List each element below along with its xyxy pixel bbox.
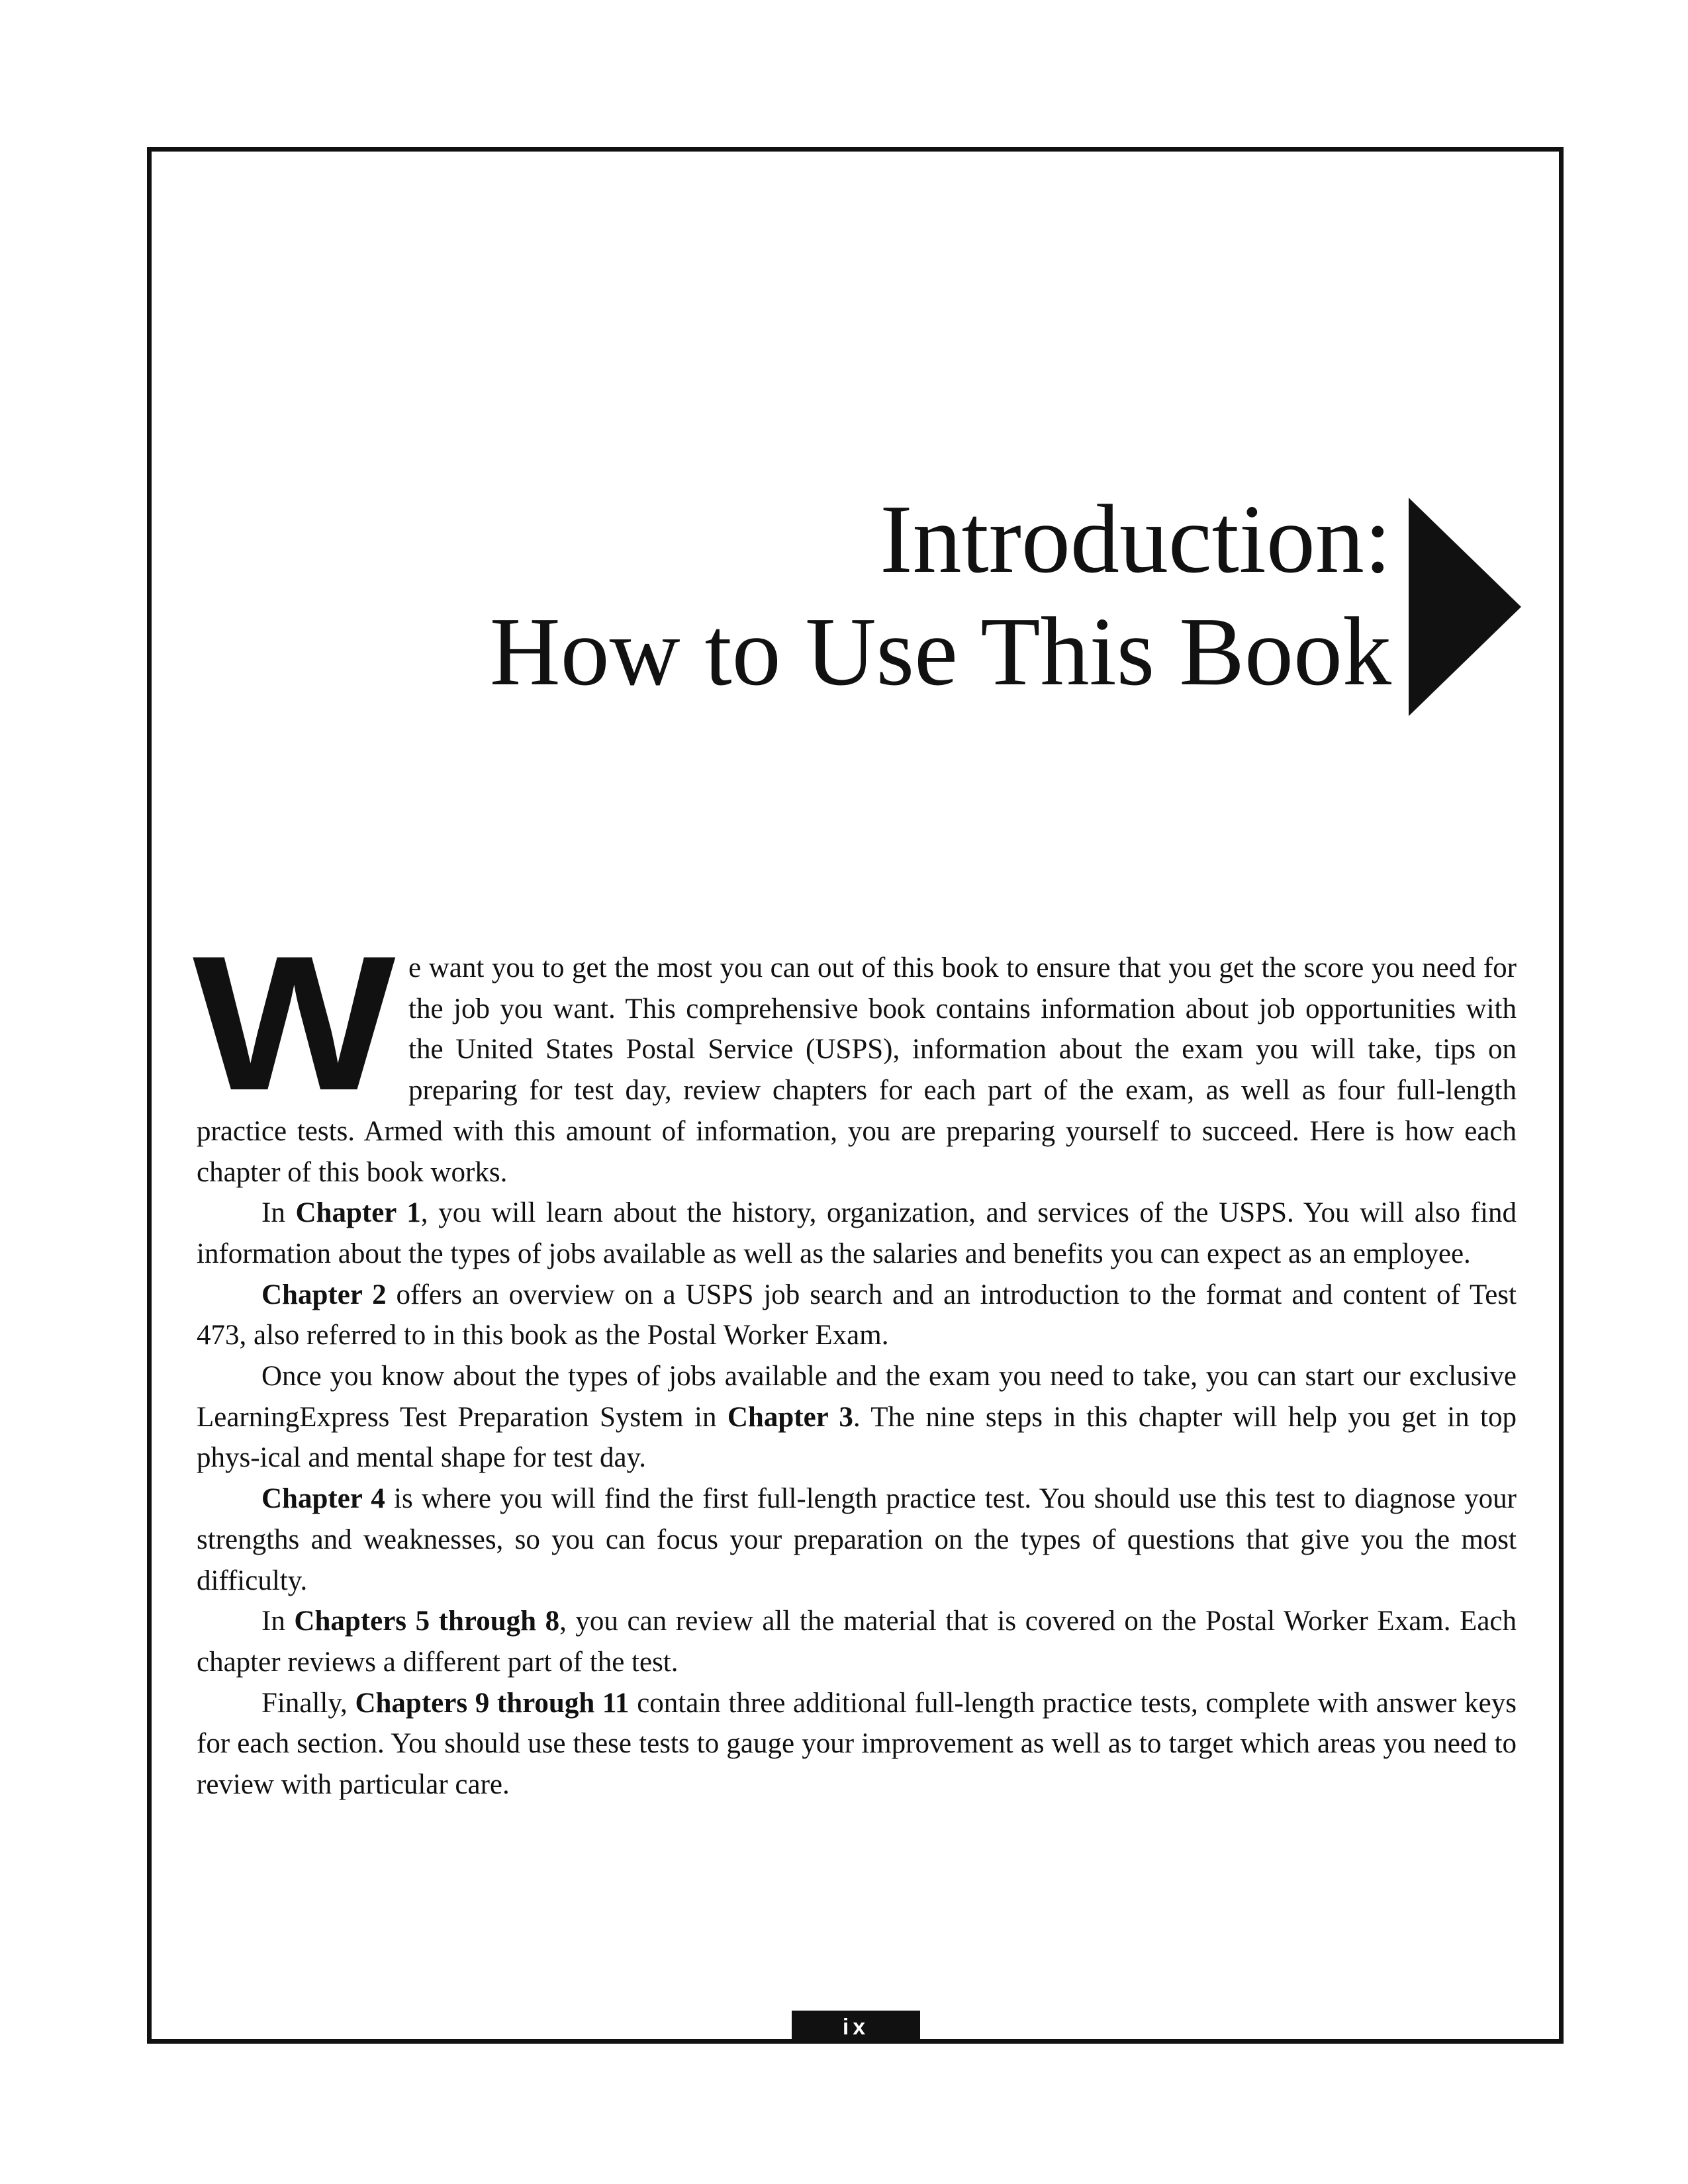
paragraph-2-text: , you will learn about the history, organization, and services of the USPS. You will also find information about the types of jobs available as well as the salaries and benefits you can expect as an employee. xyxy=(197,1197,1517,1269)
chapter-4-ref: Chapter 4 xyxy=(261,1483,385,1515)
chapter-title xyxy=(490,483,1391,708)
paragraph-4-text: . The nine steps in this chapter will help you get in top phys-ical and mental shape for test day. xyxy=(197,1401,1517,1474)
triangle-right-icon xyxy=(1409,498,1521,716)
paragraph-1 xyxy=(193,916,1517,1193)
chapters-5-8-ref: Chapters 5 through 8 xyxy=(294,1606,560,1637)
chapters-9-11-ref: Chapters 9 through 11 xyxy=(355,1687,630,1719)
title-line-1: Introduction: xyxy=(880,485,1391,594)
paragraph-5-text: is where you will find the first full-length practice test. You should use this test to diagnose your strengths and weaknesses, so you can focus your preparation on the types of questions that give you the most difficulty. xyxy=(197,1483,1517,1596)
paragraph-7-lead: Finally, xyxy=(261,1687,355,1719)
chapter-3-ref: Chapter 3 xyxy=(727,1401,853,1433)
paragraph-3-text: offers an overview on a USPS job search and an introduction to the format and content of Test 473, also referred to in this book as the Postal Worker Exam. xyxy=(197,1279,1517,1351)
paragraph-7-text: contain three additional full-length practice tests, complete with answer keys for each section. You should use these tests to gauge your improvement as well as to target which areas you need to review with particular care. xyxy=(197,1687,1517,1801)
paragraph-4-lead: Once you know about the types of jobs available and the exam you need to take, you can start our exclusive LearningExpress Test Preparation System in xyxy=(197,1361,1517,1433)
paragraph-4 xyxy=(197,1356,1517,1479)
paragraph-7 xyxy=(197,1683,1517,1805)
intro-body xyxy=(193,916,1517,1805)
paragraph-2-lead: In xyxy=(261,1197,296,1229)
paragraph-3 xyxy=(197,1275,1517,1356)
paragraph-6 xyxy=(197,1601,1517,1682)
page-number: ix xyxy=(792,2011,920,2044)
chapter-1-ref: Chapter 1 xyxy=(295,1197,421,1229)
chapter-2-ref: Chapter 2 xyxy=(261,1279,387,1310)
paragraph-2 xyxy=(197,1193,1517,1274)
paragraph-6-text: , you can review all the material that is covered on the Postal Worker Exam. Each chapter reviews a different part of the test. xyxy=(197,1606,1517,1678)
paragraph-6-lead: In xyxy=(261,1606,295,1637)
paragraph-5 xyxy=(197,1479,1517,1601)
paragraph-1-text: e want you to get the most you can out of this book to ensure that you get the score you need for the job you want. This comprehensive book contains information about job opportunities with the United States Postal Service (USPS), information about the exam you will take, tips on preparing for test day, review chapters for each part of the exam, as well as four full-length practice tests. Armed with this amount of information, you are preparing yourself to succeed. Here is how each chapter of this book works. xyxy=(197,952,1517,1188)
drop-cap: W xyxy=(193,916,389,1130)
title-line-2: How to Use This Book xyxy=(489,598,1391,706)
